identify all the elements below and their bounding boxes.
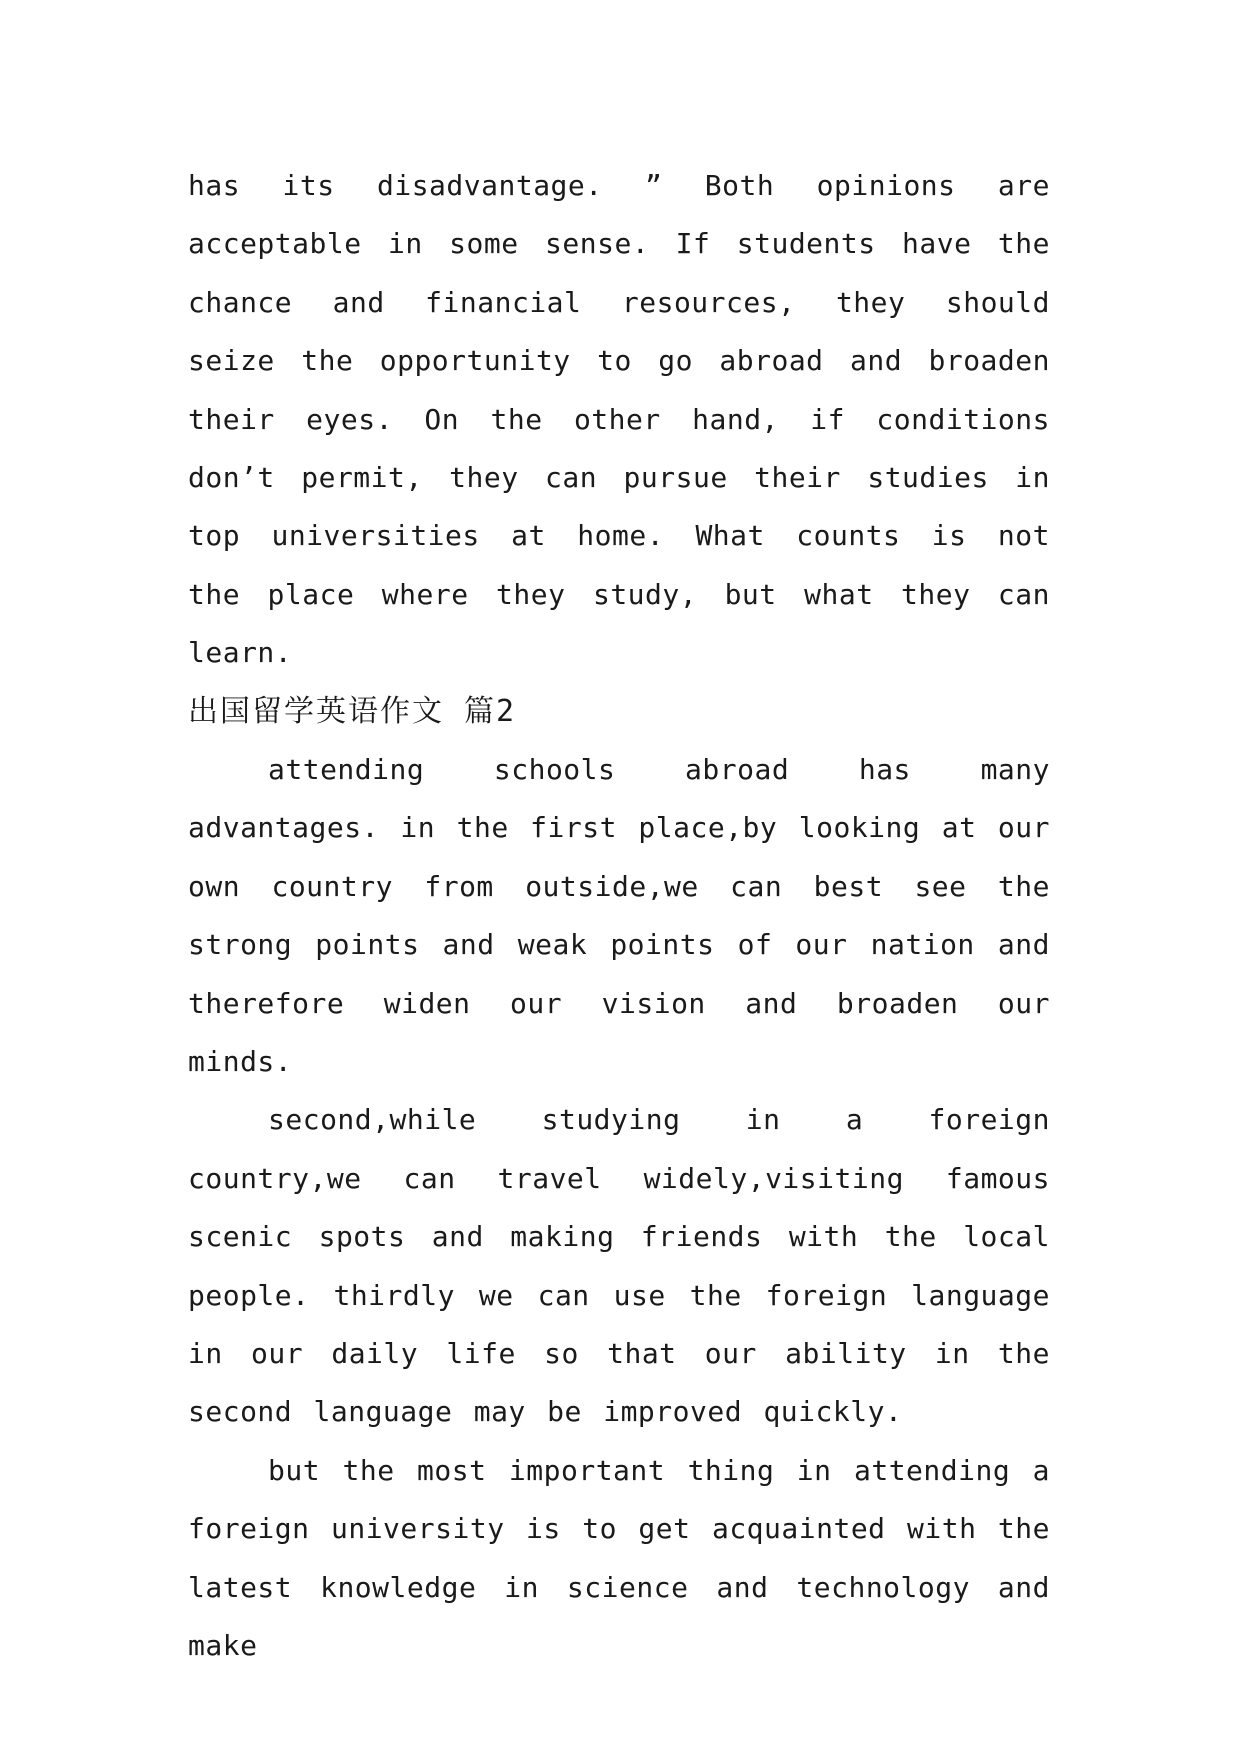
continuation-paragraph: has its disadvantage. ” Both opinions are acceptable in some sense. If students have the chance and financial resources, they should seize the opportunity to go abroad and broaden their eyes. On the other hand, if conditions don’t permit, they can pursue their studies in top universities at home. What counts is not the place where they study, but what they can learn. [188,169,1050,670]
essay-paragraph-2: second,while studying in a foreign country,we can travel widely,visiting famous scenic spots and making friends with the local people. thirdly we can use the foreign language in our daily life so that our ability in the second language may be improved quickly. [188,1103,1050,1429]
section-heading: 出国留学英语作文 篇2 [188,694,517,729]
essay-paragraph-1: attending schools abroad has many advantages. in the first place,by looking at our own country from outside,we can best see the strong points and weak points of our nation and therefore widen our vision and broaden our minds. [188,753,1050,1079]
essay-paragraph-3: but the most important thing in attending a foreign university is to get acquainted with the latest knowledge in science and technology and make [188,1453,1050,1663]
essay-body [188,741,1050,1676]
continuation-block [188,157,1050,683]
